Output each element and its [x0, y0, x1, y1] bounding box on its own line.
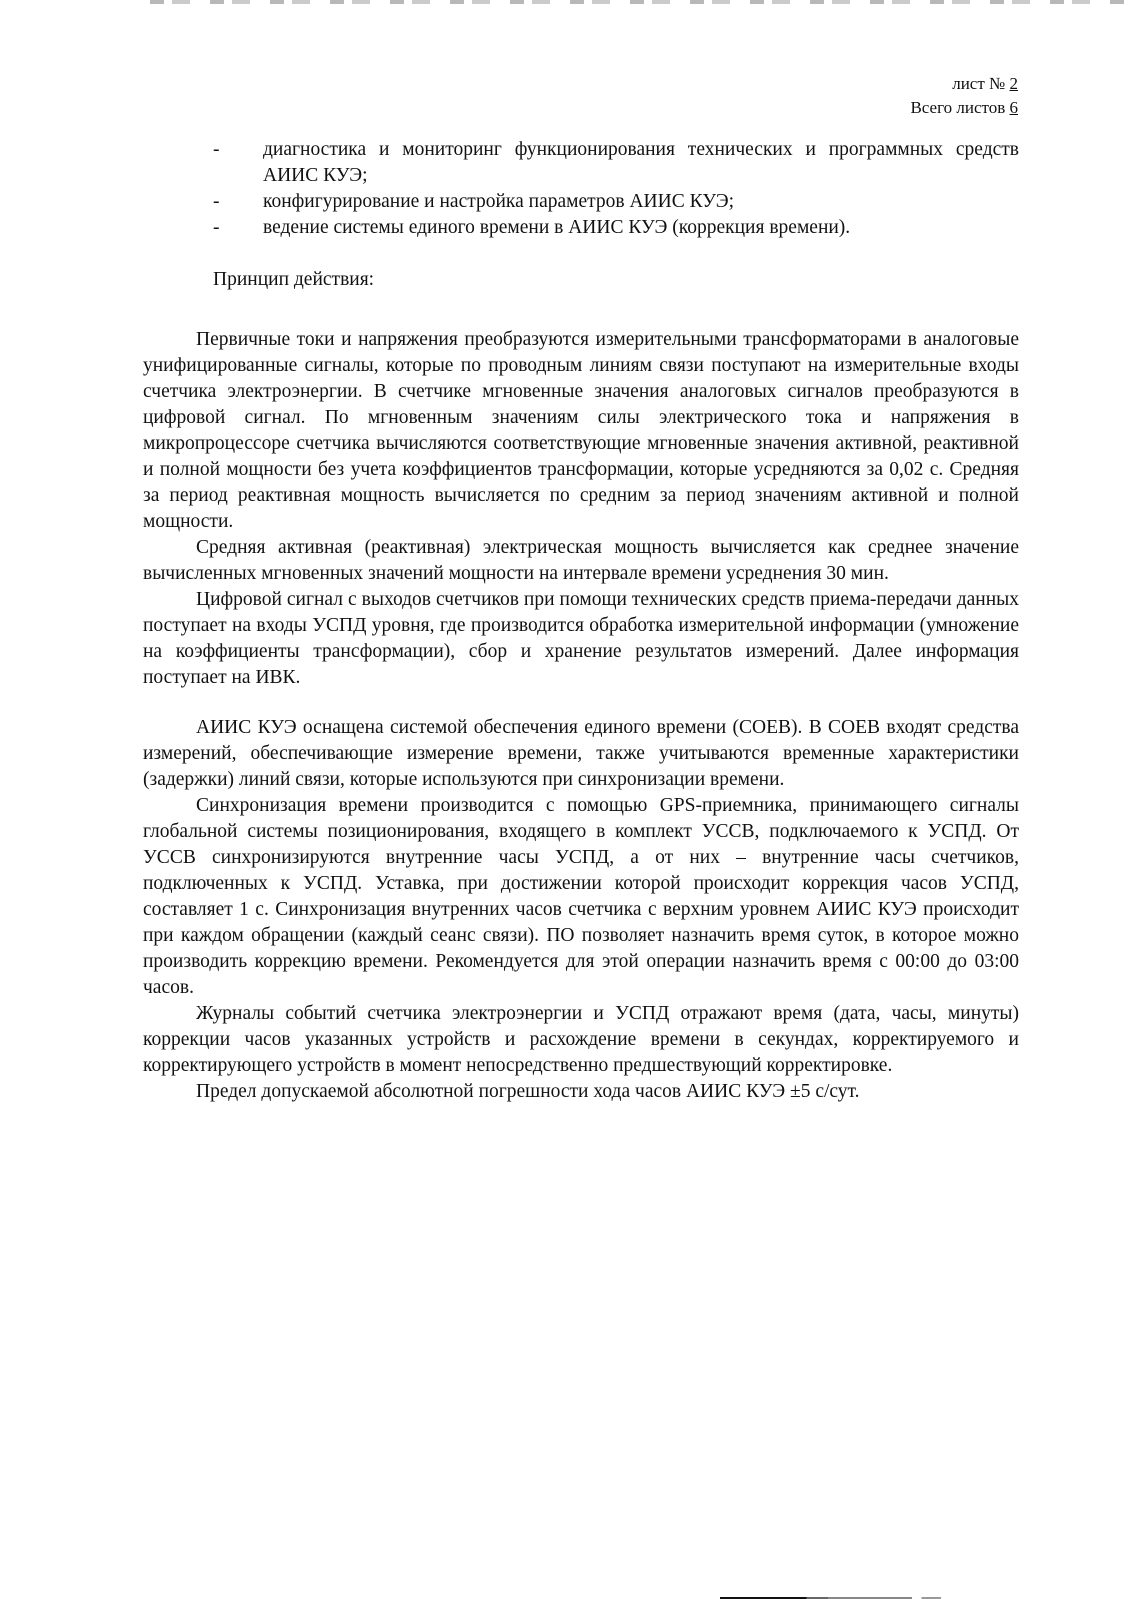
function-list: [143, 137, 1019, 241]
paragraph-event-logs: Журналы событий счетчика электроэнергии и УСПД отражают время (дата, часы, минуты) коррекции часов указанных устройств и расхождение времени в секундах, корректируемого и корректирующего устройств в момент непосредственно предшествующий корректировке.: [143, 1003, 1019, 1076]
total-number: 6: [1009, 98, 1018, 117]
list-item: - диагностика и мониторинг функционирования технических и программных средств АИИС КУЭ;: [143, 137, 1019, 189]
sheet-label: лист №: [952, 74, 1006, 93]
sheet-number: 2: [1009, 74, 1018, 93]
document-body: [143, 137, 1019, 1105]
list-item: - ведение системы единого времени в АИИС КУЭ (коррекция времени).: [143, 215, 1019, 241]
scan-edge-artifact-top: [150, 0, 1130, 4]
paragraph-soev: АИИС КУЭ оснащена системой обеспечения единого времени (СОЕВ). В СОЕВ входят средства измерений, обеспечивающие измерение времени, также учитываются временные характеристики (задержки) линий связи, которые используются при синхронизации времени.: [143, 717, 1019, 790]
total-sheets-line: [910, 96, 1018, 120]
paragraph-average-power: Средняя активная (реактивная) электрическая мощность вычисляется как среднее значение вычисленных мгновенных значений мощности на интервале времени усреднения 30 мин.: [143, 537, 1019, 584]
list-item: - конфигурирование и настройка параметров АИИС КУЭ;: [143, 189, 1019, 215]
section-heading: Принцип действия:: [213, 269, 375, 290]
paragraph-digital-signal: Цифровой сигнал с выходов счетчиков при помощи технических средств приема-передачи данных поступает на входы УСПД уровня, где производится обработка измерительной информации (умножение на коэффициенты трансформации), сбор и хранение результатов измерений. Далее информация поступает на ИВК.: [143, 589, 1019, 688]
paragraph-clock-error-limit: Предел допускаемой абсолютной погрешности хода часов АИИС КУЭ ±5 с/сут.: [196, 1081, 860, 1102]
sheet-info: [910, 72, 1018, 120]
sheet-number-line: [910, 72, 1018, 96]
total-label: Всего листов: [910, 98, 1006, 117]
paragraph-signal-conversion: Первичные токи и напряжения преобразуются измерительными трансформаторами в аналоговые унифицированные сигналы, которые по проводным линиям связи поступают на измерительные входы счетчика электроэнергии. В счетчике мгновенные значения аналоговых сигналов преобразуются в цифровой сигнал. По мгновенным значениям силы электрического тока и напряжения в микропроцессоре счетчика вычисляются соответствующие мгновенные значения активной, реактивной и полной мощности без учета коэффициентов трансформации, которые усредняются за 0,02 с. Средняя за период реактивная мощность вычисляется по средним за период значениям активной и полной мощности.: [143, 329, 1019, 532]
paragraph-time-sync: Синхронизация времени производится с помощью GPS-приемника, принимающего сигналы глобальной системы позиционирования, входящего в комплект УССВ, подключаемого к УСПД. От УССВ синхронизируются внутренние часы УСПД, а от них – внутренние часы счетчиков, подключенных к УСПД. Уставка, при достижении которой происходит коррекция часов УСПД, составляет 1 с. Синхронизация внутренних часов счетчика с верхним уровнем АИИС КУЭ происходит при каждом обращении (каждый сеанс связи). ПО позволяет назначить время суток, в которое можно производить коррекцию времени. Рекомендуется для этой операции назначить время с 00:00 до 03:00 часов.: [143, 795, 1019, 998]
